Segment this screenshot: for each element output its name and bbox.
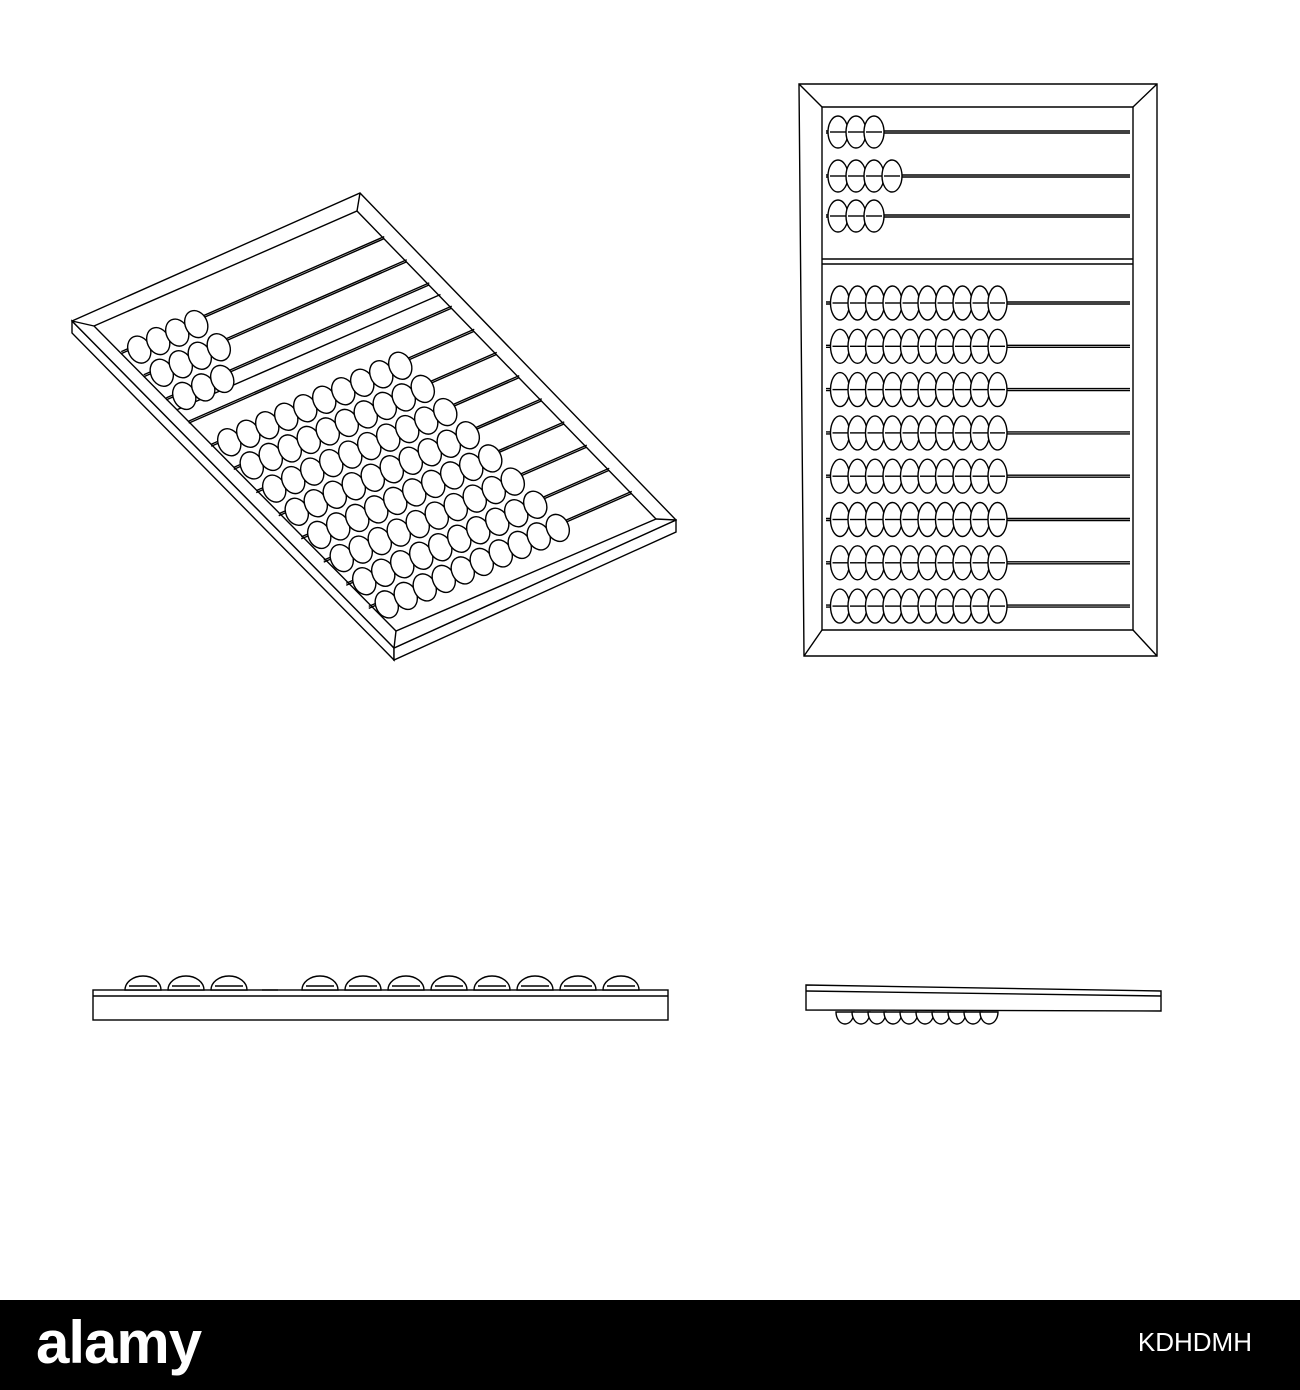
board-front [93,990,668,1020]
bead [603,976,639,990]
bead [125,976,161,990]
bead [211,976,247,990]
board-side [806,985,1161,1011]
abacus-top-view [799,84,1157,656]
image-code: KDHDMH [1137,1327,1252,1357]
bead [560,976,596,990]
bead [474,976,510,990]
bead [517,976,553,990]
abacus-side-view [806,985,1161,1024]
bead [932,1012,950,1024]
alamy-logo: alamy [36,1309,202,1376]
abacus-perspective-view [72,193,676,660]
bead [345,976,381,990]
bead [868,1012,886,1024]
bead [168,976,204,990]
bead [302,976,338,990]
bead [964,1012,982,1024]
abacus-front-view [93,976,668,1020]
footer-bar [0,1300,1300,1390]
bead [431,976,467,990]
bead [388,976,424,990]
bead [836,1012,854,1024]
bead [980,1012,998,1024]
bead [948,1012,966,1024]
frame-bevel-line [656,519,676,520]
bead [852,1012,870,1024]
bead [900,1012,918,1024]
bead [884,1012,902,1024]
bead [916,1012,934,1024]
